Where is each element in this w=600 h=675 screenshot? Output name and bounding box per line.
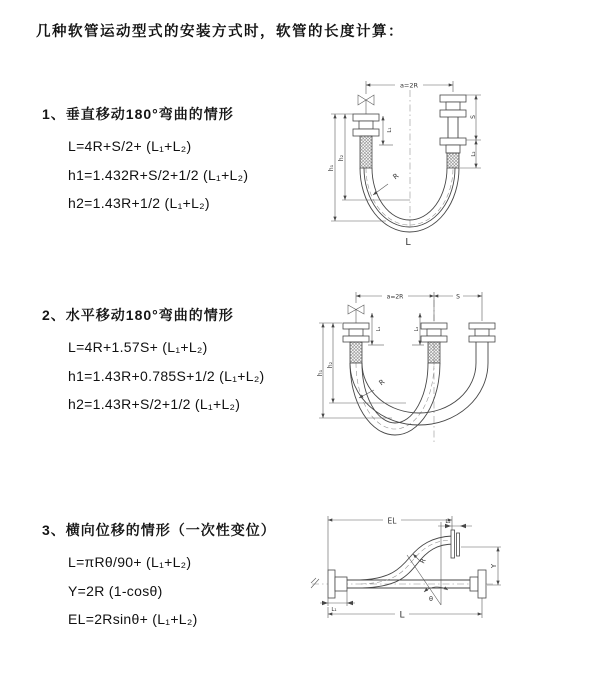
dim-label-l: L [405, 237, 411, 248]
right-pipe-fitting [440, 95, 466, 168]
radius-callout [413, 554, 428, 565]
dimension-l1-l2 [368, 313, 424, 345]
section-2-heading: 2、水平移动180°弯曲的情形 [42, 307, 234, 323]
dim-label-h1: h₁ [328, 164, 335, 172]
valve-symbol [348, 305, 364, 323]
dimension-a2r-s [356, 291, 482, 321]
dim-label-y: Y [490, 563, 498, 569]
page-title: 几种软管运动型式的安装方式时，软管的长度计算： [36, 24, 404, 40]
diagram-lateral-displacement [310, 506, 585, 638]
formula-line: h1=1.43R+0.785S+1/2 (L₁+L₂) [68, 367, 265, 384]
dim-label-l1: L₁ [331, 607, 337, 613]
dim-label-h1: h₁ [317, 369, 324, 377]
section-3 [42, 520, 276, 634]
dim-label-theta: θ [429, 595, 433, 603]
valve-symbol [358, 95, 374, 114]
dim-label-h2: h₂ [338, 154, 345, 162]
formula-line: Y=2R (1-cosθ) [68, 582, 163, 599]
break-mark [311, 578, 319, 588]
angle-theta [407, 522, 448, 605]
braided-hose-section [360, 136, 372, 168]
dim-label-l: L [399, 610, 405, 621]
braided-hose-section [447, 153, 459, 168]
dimension-el [328, 515, 452, 570]
dimension-l2 [438, 519, 472, 528]
dimension-l1 [379, 116, 393, 145]
section-1 [42, 104, 248, 218]
dim-label-l2: L₂ [445, 519, 451, 525]
radius-callout [373, 172, 400, 195]
dim-label-s: S [456, 293, 460, 301]
dim-label-h2: h₂ [327, 361, 334, 369]
dimension-l1 [320, 591, 355, 613]
formula-line: h1=1.432R+S/2+1/2 (L₁+L₂) [68, 166, 249, 183]
dim-label-l1: L₁ [387, 127, 393, 133]
left-pipe-fitting [353, 114, 379, 168]
braided-hose-section [350, 342, 362, 363]
formula-line: h2=1.43R+1/2 (L₁+L₂) [68, 195, 210, 211]
dimension-a2r [366, 79, 453, 94]
dim-label-a2r: a=2R [386, 293, 404, 301]
formula-line: EL=2Rsinθ+ (L₁+L₂) [68, 611, 198, 627]
dim-label-r: R [391, 171, 401, 182]
formula-line: h2=1.43R+S/2+1/2 (L₁+L₂) [68, 396, 241, 412]
formula-line: L=4R+S/2+ (L₁+L₂) [68, 138, 192, 154]
dim-label-a2r: a=2R [399, 81, 419, 90]
hose-u-bend-positions [350, 363, 488, 435]
section-1-heading: 1、垂直移动180°弯曲的情形 [42, 106, 234, 122]
diagram-vertical-bend [312, 68, 587, 258]
dimension-s-l2 [460, 95, 481, 168]
section-3-heading: 3、横向位移的情形（一次性变位） [42, 522, 276, 538]
left-flange [328, 570, 347, 598]
section-2 [42, 305, 265, 419]
dim-label-l2: L₂ [414, 326, 420, 332]
dim-label-r: R [377, 377, 387, 388]
dimension-l [328, 598, 482, 621]
braided-hose-section [428, 342, 440, 363]
middle-pipe-fitting [421, 323, 447, 363]
formula-line: L=4R+1.57S+ (L₁+L₂) [68, 339, 208, 355]
formula-line: L=πRθ/90+ (L₁+L₂) [68, 554, 192, 570]
dim-label-l2: L₂ [471, 151, 477, 157]
right-pipe-fitting [469, 323, 495, 363]
diagram-horizontal-bend [308, 283, 590, 463]
left-pipe-fitting [343, 323, 369, 363]
upper-flange [451, 530, 460, 558]
dim-label-el: EL [387, 516, 397, 526]
dim-label-r: R [418, 557, 428, 565]
dim-label-l1: L₁ [376, 326, 382, 332]
dim-label-s: S [470, 115, 477, 119]
right-flange [470, 570, 486, 598]
